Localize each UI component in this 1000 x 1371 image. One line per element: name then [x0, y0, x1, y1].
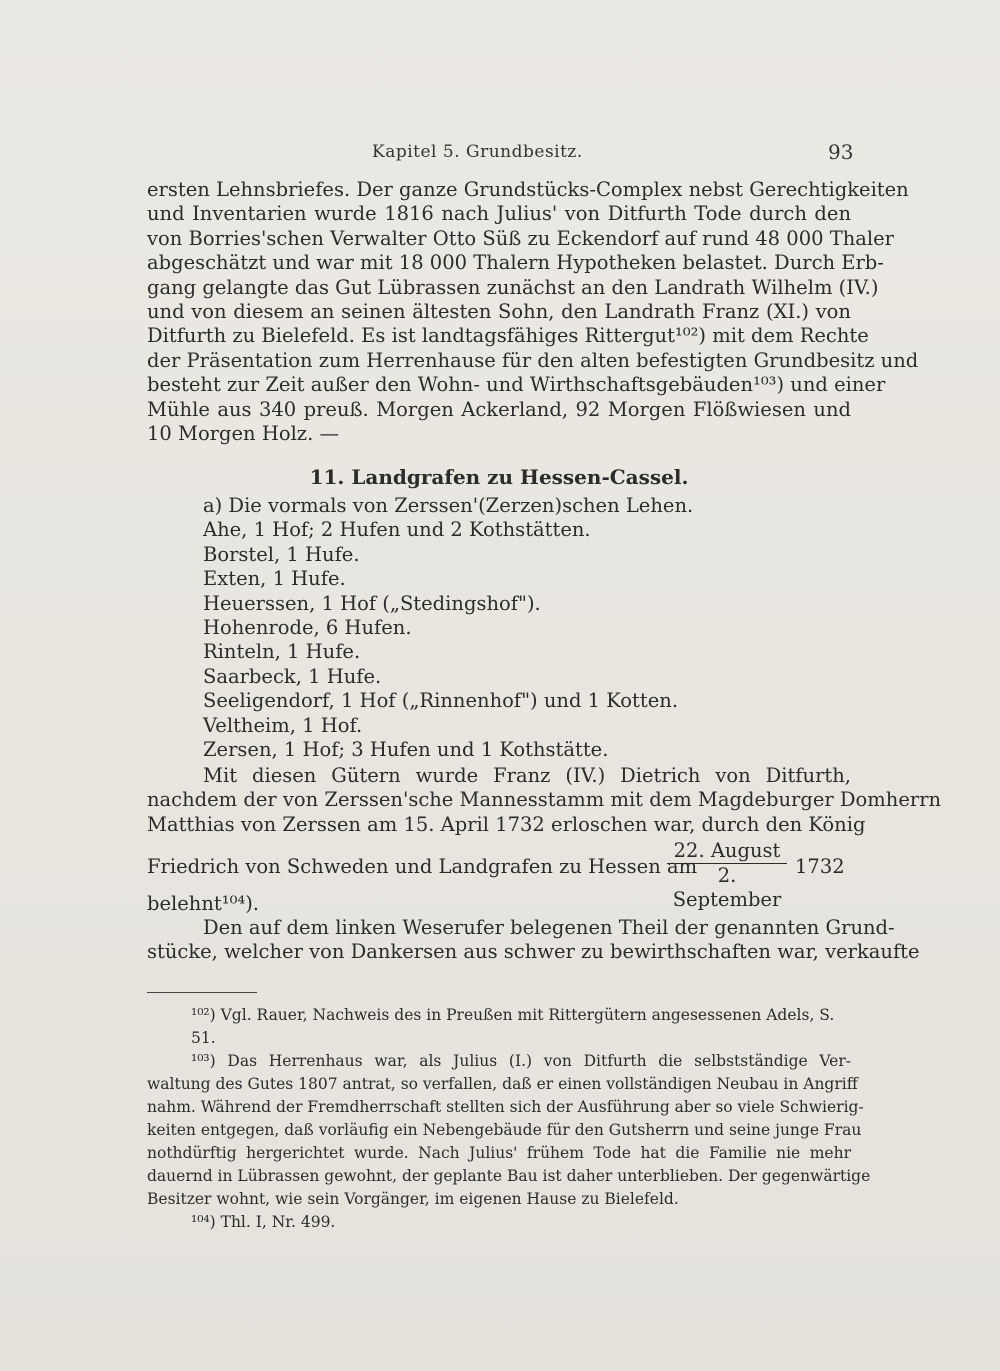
- text-line: Friedrich von Schweden und Landgrafen zu Hessen am: [147, 855, 698, 878]
- footnotes: [147, 1004, 871, 1234]
- text-line: nachdem der von Zerssen'sche Mannesstamm mit dem Magdeburger Domherrn: [147, 788, 942, 812]
- text-line: ersten Lehnsbriefes. Der ganze Grundstücks-Complex nebst Gerechtigkeiten: [147, 178, 909, 201]
- list-item: Veltheim, 1 Hof.: [203, 713, 363, 737]
- text-line: und Inventarien wurde 1816 nach Julius' von Ditfurth Tode durch den: [147, 202, 851, 226]
- text-line: Ditfurth zu Bielefeld. Es ist landtagsfähiges Rittergut¹⁰²) mit dem Rechte: [147, 324, 869, 348]
- text-line: gang gelangte das Gut Lübrassen zunächst an den Landrath Wilhelm (IV.): [147, 275, 879, 299]
- footnote-divider: [147, 992, 257, 993]
- main-text: [147, 178, 942, 964]
- paragraph-2: [147, 764, 942, 837]
- paragraph-1: [147, 178, 919, 446]
- text-line: 10 Morgen Holz. —: [147, 422, 339, 446]
- page-number: 93: [828, 140, 854, 164]
- running-head: Kapitel 5. Grundbesitz.: [372, 142, 583, 162]
- text-line: nahm. Während der Fremdherrschaft stellten sich der Ausführung aber so viele Schwierig-: [147, 1098, 864, 1116]
- text-line: besteht zur Zeit außer den Wohn- und Wirthschaftsgebäuden¹⁰³) und einer: [147, 373, 886, 397]
- text-line: waltung des Gutes 1807 antrat, so verfallen, daß er einen vollständigen Neubau in Angriff: [147, 1075, 858, 1093]
- property-list: [203, 494, 851, 762]
- list-item: Saarbeck, 1 Hufe.: [203, 664, 382, 688]
- text-line: Mühle aus 340 preuß. Morgen Ackerland, 92 Morgen Flößwiesen und: [147, 397, 851, 421]
- list-item: Rinteln, 1 Hufe.: [203, 640, 361, 664]
- text-line: Den auf dem linken Weserufer belegenen Theil der genannten Grund-: [203, 916, 895, 939]
- list-item: Zersen, 1 Hof; 3 Hufen und 1 Kothstätte.: [203, 737, 609, 761]
- text-line: von Borries'schen Verwalter Otto Süß zu Eckendorf auf rund 48 000 Thaler: [147, 226, 894, 250]
- text-line: Besitzer wohnt, wie sein Vorgänger, im eigenen Hause zu Bielefeld.: [147, 1190, 679, 1208]
- date-fraction: [665, 839, 789, 912]
- paragraph-3: [147, 916, 920, 965]
- text-line: und von diesem an seinen ältesten Sohn, den Landrath Franz (XI.) von: [147, 300, 851, 324]
- list-item: Seeligendorf, 1 Hof („Rinnenhof") und 1 Kotten.: [203, 689, 679, 713]
- list-item: Borstel, 1 Hufe.: [203, 542, 360, 566]
- footnote-103: [147, 1050, 871, 1211]
- fraction-numerator: 22. August: [673, 839, 781, 862]
- list-item: Exten, 1 Hufe.: [203, 567, 346, 591]
- fraction-denominator: 2. September: [672, 864, 782, 912]
- text-line: keiten entgegen, daß vorläufig ein Nebengebäude für den Gutsherrn und seine junge Frau: [147, 1121, 862, 1139]
- text-line: belehnt¹⁰⁴).: [147, 892, 260, 915]
- page-header: [0, 140, 1000, 168]
- list-item: a) Die vormals von Zerssen'(Zerzen)schen Lehen.: [203, 494, 694, 517]
- section-heading: 11. Landgrafen zu Hessen-Cassel.: [309, 465, 689, 489]
- text-line: nothdürftig hergerichtet wurde. Nach Julius' frühem Tode hat die Familie nie mehr: [147, 1144, 851, 1162]
- text-line: stücke, welcher von Dankersen aus schwer zu bewirthschaften war, verkaufte: [147, 940, 920, 964]
- text-line: abgeschätzt und war mit 18 000 Thalern Hypotheken belastet. Durch Erb-: [147, 251, 884, 275]
- list-item: Hohenrode, 6 Hufen.: [203, 615, 412, 639]
- list-item: Heuerssen, 1 Hof („Stedingshof").: [203, 591, 541, 615]
- fraction-year: 1732: [795, 855, 845, 878]
- text-line: dauernd in Lübrassen gewohnt, der geplante Bau ist daher unterblieben. Der gegenwärtige: [147, 1167, 871, 1185]
- footnote-104: ¹⁰⁴) Thl. I, Nr. 499.: [191, 1213, 336, 1231]
- list-item: Ahe, 1 Hof; 2 Hufen und 2 Kothstätten.: [203, 518, 591, 542]
- text-line: Matthias von Zerssen am 15. April 1732 erloschen war, durch den König: [147, 812, 866, 836]
- text-line: Mit diesen Gütern wurde Franz (IV.) Dietrich von Ditfurth,: [203, 764, 851, 787]
- text-line: der Präsentation zum Herrenhause für den alten befestigten Grundbesitz und: [147, 348, 919, 372]
- footnote-102: ¹⁰²) Vgl. Rauer, Nachweis des in Preußen mit Rittergütern angesessenen Adels, S. 51.: [191, 1006, 835, 1047]
- text-line: ¹⁰³) Das Herrenhaus war, als Julius (I.) von Ditfurth die selbstständige Ver-: [191, 1052, 851, 1070]
